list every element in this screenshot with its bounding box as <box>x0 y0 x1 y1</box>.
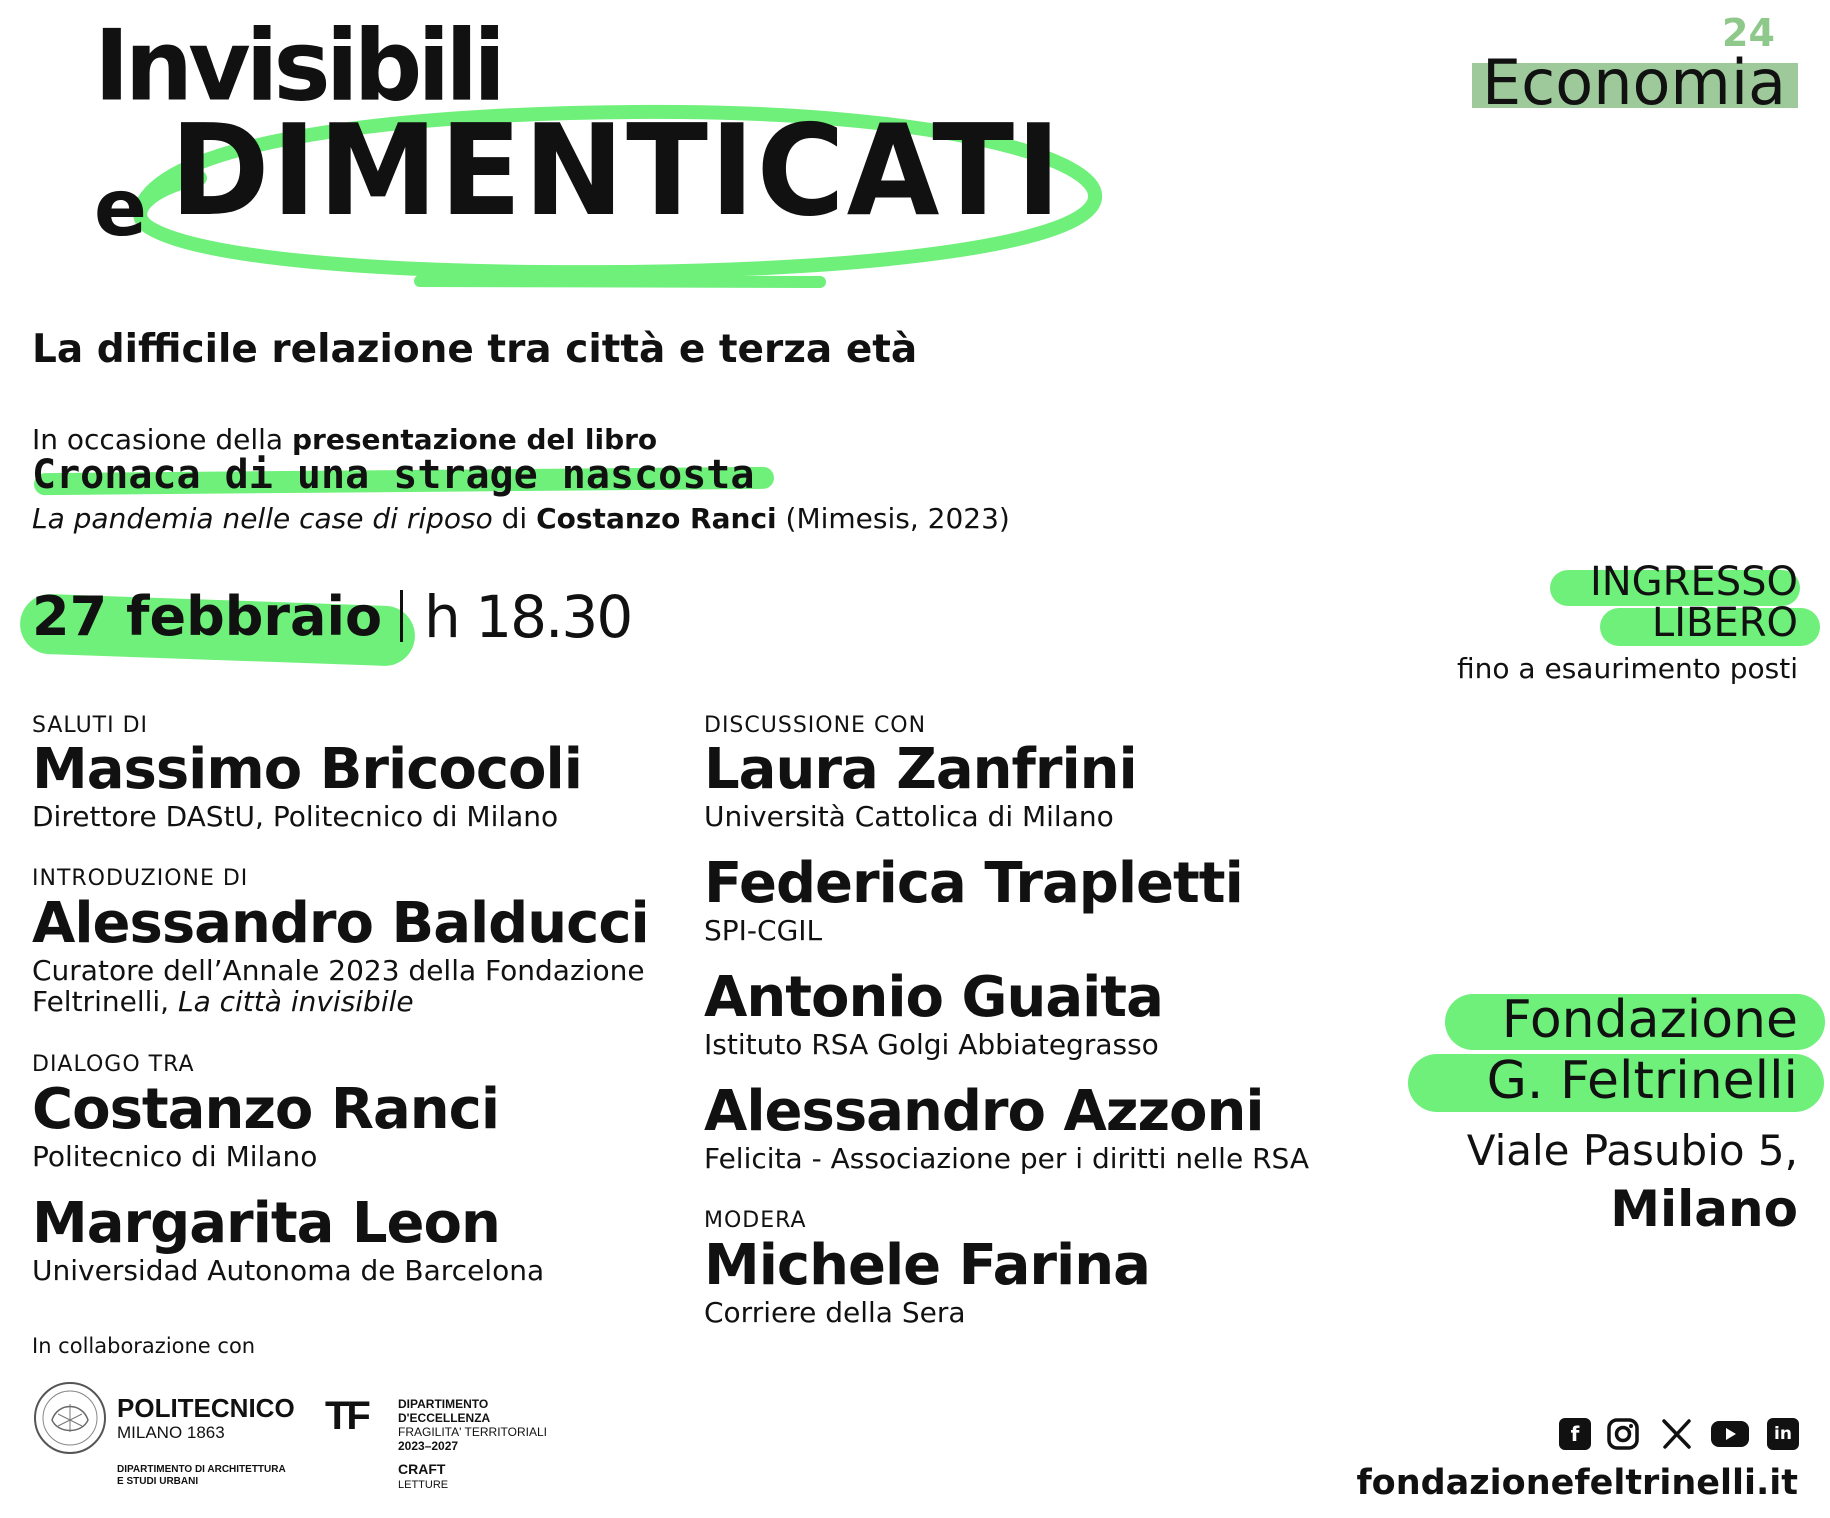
speaker-name: Massimo Bricocoli <box>32 737 582 802</box>
venue-city: Milano <box>1610 1180 1798 1238</box>
series-number: 24 <box>1722 11 1775 55</box>
speaker-name: Alessandro Balducci <box>32 891 649 956</box>
venue-name-line2: G. Feltrinelli <box>1486 1051 1798 1111</box>
book-details <box>32 502 1010 535</box>
tf-line3: FRAGILITA' TERRITORIALI <box>398 1425 547 1439</box>
venue-address: Viale Pasubio 5, <box>1466 1126 1798 1175</box>
speaker-affiliation: Università Cattolica di Milano <box>704 800 1114 833</box>
role-dialogo: DIALOGO TRA <box>32 1052 195 1077</box>
book-publisher: (Mimesis, 2023) <box>776 502 1010 535</box>
affiliation-prefix: Feltrinelli, <box>32 985 178 1018</box>
title-invisibili: Invisibili <box>94 8 502 124</box>
tf-line2: D'ECCELLENZA <box>398 1411 491 1425</box>
polimi-name: POLITECNICO <box>117 1393 295 1423</box>
speaker-affiliation: Politecnico di Milano <box>32 1140 318 1173</box>
tf-logo-mark: TF <box>325 1394 368 1438</box>
speaker-affiliation: Direttore DAStU, Politecnico di Milano <box>32 800 559 833</box>
role-modera: MODERA <box>704 1208 807 1233</box>
speaker-affiliation: Corriere della Sera <box>704 1296 966 1329</box>
event-subtitle: La difficile relazione tra città e terza età <box>32 327 918 372</box>
admission-note: fino a esaurimento posti <box>1457 652 1798 685</box>
speaker-affiliation: SPI-CGIL <box>704 914 823 947</box>
speaker-name: Michele Farina <box>704 1233 1150 1298</box>
speaker-affiliation: Istituto RSA Golgi Abbiategrasso <box>704 1028 1159 1061</box>
tf-line6: LETTURE <box>398 1479 449 1491</box>
book-by: di <box>492 502 537 535</box>
speaker-name: Margarita Leon <box>32 1191 500 1256</box>
book-intro-bold: presentazione del libro <box>291 423 658 456</box>
tf-line1: DIPARTIMENTO <box>398 1397 489 1411</box>
instagram-icon[interactable] <box>1607 1418 1639 1450</box>
title-dimenticati: DIMENTICATI <box>170 98 1063 245</box>
speaker-affiliation: Felicita - Associazione per i diritti nelle RSA <box>704 1142 1309 1175</box>
website-link[interactable]: fondazionefeltrinelli.it <box>1356 1463 1798 1503</box>
book-title: Cronaca di una strage nascosta <box>32 452 755 498</box>
linkedin-icon[interactable]: in <box>1767 1418 1799 1450</box>
admission-line2: LIBERO <box>1651 600 1798 646</box>
date-time-separator <box>400 590 403 642</box>
speaker-name: Laura Zanfrini <box>704 737 1137 802</box>
x-icon[interactable] <box>1661 1418 1693 1450</box>
polimi-sub: MILANO 1863 <box>117 1423 225 1442</box>
polimi-dept-line2: E STUDI URBANI <box>117 1476 199 1487</box>
speaker-name: Federica Trapletti <box>704 851 1243 916</box>
event-time: h 18.30 <box>424 583 632 651</box>
speaker-name: Alessandro Azzoni <box>704 1079 1264 1144</box>
youtube-icon[interactable] <box>1710 1418 1750 1450</box>
speaker-name: Antonio Guaita <box>704 965 1163 1030</box>
tf-line5: CRAFT <box>398 1461 446 1477</box>
polimi-seal-icon <box>32 1380 108 1456</box>
series-label: Economia <box>1482 46 1787 119</box>
speaker-affiliation: Universidad Autonoma de Barcelona <box>32 1254 545 1287</box>
role-saluti: SALUTI DI <box>32 713 149 738</box>
speaker-affiliation-line2 <box>32 985 414 1019</box>
tf-line4: 2023–2027 <box>398 1439 459 1453</box>
role-discussione: DISCUSSIONE CON <box>704 713 927 738</box>
event-date: 27 febbraio <box>32 585 383 648</box>
polimi-dept-line1: DIPARTIMENTO DI ARCHITETTURA <box>117 1464 286 1475</box>
affiliation-italic: La città invisibile <box>177 985 414 1018</box>
role-introduzione: INTRODUZIONE DI <box>32 866 249 891</box>
collaboration-label: In collaborazione con <box>32 1334 256 1358</box>
title-connector: e <box>94 164 147 254</box>
admission-line1: INGRESSO <box>1589 559 1798 605</box>
book-author: Costanzo Ranci <box>536 502 777 535</box>
book-subtitle: La pandemia nelle case di riposo <box>32 502 493 535</box>
book-intro-prefix: In occasione della <box>32 423 292 456</box>
book-intro <box>32 423 658 456</box>
speaker-affiliation: Curatore dell’Annale 2023 della Fondazione <box>32 954 645 987</box>
venue-name-line1: Fondazione <box>1501 990 1798 1050</box>
facebook-icon[interactable]: f <box>1559 1418 1591 1450</box>
speaker-name: Costanzo Ranci <box>32 1077 500 1142</box>
